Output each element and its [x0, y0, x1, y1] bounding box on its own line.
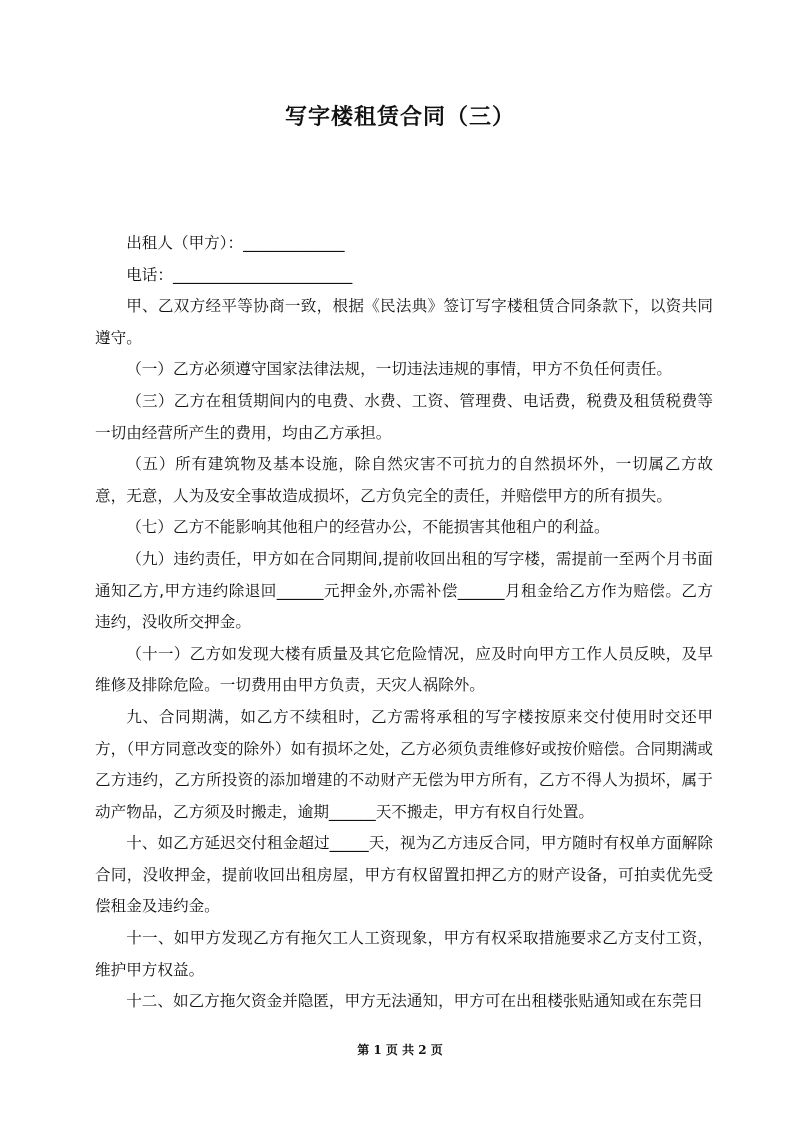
- contract-body: [95, 228, 713, 1018]
- document-title: 写字楼租赁合同（三）: [284, 105, 515, 130]
- page-footer: 第 1 页 共 2 页: [357, 1043, 443, 1057]
- lessor-line: 出租人（甲方）：_____________: [126, 234, 345, 252]
- clause-7: （七）乙方不能影响其他租户的经营办公，不能损害其他租户的利益。: [126, 518, 610, 537]
- article-12: 十二、如乙方拖欠资金并隐匿，甲方无法通知，甲方可在出租楼张贴通知或在东莞日: [126, 992, 704, 1011]
- clause-1: （一）乙方必须遵守国家法律法规，一切违法违规的事情，甲方不负任何责任。: [126, 360, 672, 379]
- article-11: 十一、如甲方发现乙方有拖欠工人工资现象，甲方有权采取措施要求乙方支付工资，维护甲方权益。: [95, 929, 713, 979]
- clause-5: （五）所有建筑物及基本设施，除自然灾害不可抗力的自然损坏外，一切属乙方故意，无意，人为及安全事故造成损坏，乙方负完全的责任，并赔偿甲方的所有损失。: [95, 455, 713, 505]
- article-9: 九、合同期满，如乙方不续租时，乙方需将承租的写字楼按原来交付使用时交还甲方，（甲方同意改变的除外）如有损坏之处，乙方必须负责维修好或按价赔偿。合同期满或乙方违约，乙方所投资的添加增建的不动财产无偿为甲方所有，乙方不得人为损坏，属于动产物品，乙方须及时搬走，逾期______天不搬走，甲方有权自行处置。: [95, 707, 713, 821]
- preamble-paragraph: 甲、乙双方经平等协商一致，根据《民法典》签订写字楼租赁合同条款下，以资共同遵守。: [95, 297, 713, 347]
- clause-11: （十一）乙方如发现大楼有质量及其它危险情况，应及时向甲方工作人员反映，及早维修及排除危险。一切费用由甲方负责，天灾人祸除外。: [95, 644, 713, 695]
- clause-3: （三）乙方在租赁期间内的电费、水费、工资、管理费、电话费，税费及租赁税费等一切由经营所产生的费用，均由乙方承担。: [95, 391, 713, 442]
- clause-9: （九）违约责任，甲方如在合同期间,提前收回出租的写字楼，需提前一至两个月书面通知乙方,甲方违约除退回______元押金外,亦需补偿______月租金给乙方作为赔偿。乙方违约，没收所交押金。: [95, 549, 713, 632]
- phone-line: 电话：_______________________: [126, 265, 353, 284]
- article-10: 十、如乙方延迟交付租金超过_____天，视为乙方违反合同，甲方随时有权单方面解除合同，没收押金，提前收回出租房屋，甲方有权留置扣押乙方的财产设备，可拍卖优先受偿租金及违约金。: [95, 834, 713, 916]
